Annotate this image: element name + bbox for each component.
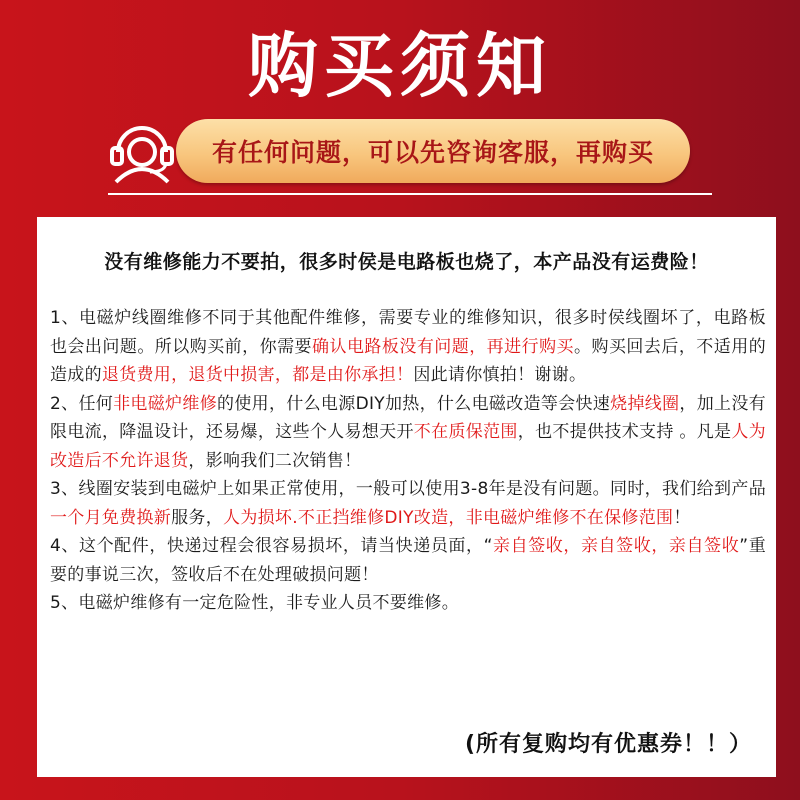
notice-body — [50, 304, 766, 618]
divider — [108, 193, 712, 195]
notice-text: ，加上没有限电流，降温设计，还易爆，这些个人易想天开 — [50, 393, 766, 442]
highlight-text: 烧掉线圈 — [610, 393, 680, 414]
notice-text: ，也不提供技术支持 。凡是 — [517, 422, 732, 442]
highlight-text: 确认电路板没有问题，再进行购买 — [312, 336, 575, 357]
highlight-text: 退货费用，退货中损害，都是由你承担！ — [101, 365, 414, 385]
highlight-text: 亲自签收，亲自签收，亲自签收 — [492, 536, 740, 556]
highlight-text: 不在质保范围 — [413, 422, 518, 442]
notice-text: 4、这个配件，快递过程会很容易损坏，请当快递员面，“ — [50, 536, 493, 556]
notice-text: 1、电磁炉线圈维修不同于其他配件维修，需要专业的维修知识，很多时侯线圈坏了，电路板也会出问题。所以购买前，你需要 — [50, 308, 766, 357]
notice-text: ”重要的事说三次，签收后不在处理破损问题！ — [50, 536, 766, 585]
contact-service-banner — [176, 119, 690, 183]
notice-item-5 — [50, 589, 766, 618]
banner-text: 有任何问题，可以先咨询客服，再购买 — [211, 138, 654, 167]
highlight-text: 非电磁炉维修 — [113, 393, 218, 414]
notice-text: 。购买回去后，不适用的造成的 — [50, 336, 767, 385]
notice-item-3 — [50, 475, 766, 532]
page-title: 购买须知 — [248, 25, 552, 107]
notice-text: 的使用，什么电源DIY加热，什么电磁改造等会快速 — [217, 393, 611, 414]
notice-text: ！ — [673, 507, 691, 528]
notice-item-2 — [50, 390, 766, 476]
highlight-text: 人为改造后不允许退货 — [50, 422, 766, 471]
notice-text: 2、任何 — [50, 393, 114, 414]
coupon-note: (所有复购均有优惠券！！） — [464, 732, 752, 757]
notice-text: 服务， — [171, 507, 224, 528]
notice-text: ，影响我们二次销售！ — [188, 450, 362, 471]
highlight-text: 人为损坏.不正挡维修DIY改造，非电磁炉维修不在保修范围 — [223, 507, 674, 528]
highlight-text: 一个月免费换新 — [50, 507, 172, 528]
customer-service-headset-icon — [104, 122, 180, 184]
notice-card — [37, 217, 776, 777]
notice-item-4 — [50, 532, 766, 589]
warning-heading: 没有维修能力不要拍，很多时侯是电路板也烧了，本产品没有运费险！ — [104, 251, 709, 273]
notice-text: 因此请你慎拍！谢谢。 — [413, 365, 587, 385]
notice-text: 5、电磁炉维修有一定危险性，非专业人员不要维修。 — [50, 593, 460, 613]
notice-text: 3、线圈安装到电磁炉上如果正常使用，一般可以使用3-8年是没有问题。同时，我们给到产品 — [50, 479, 766, 499]
notice-item-1 — [50, 304, 766, 390]
